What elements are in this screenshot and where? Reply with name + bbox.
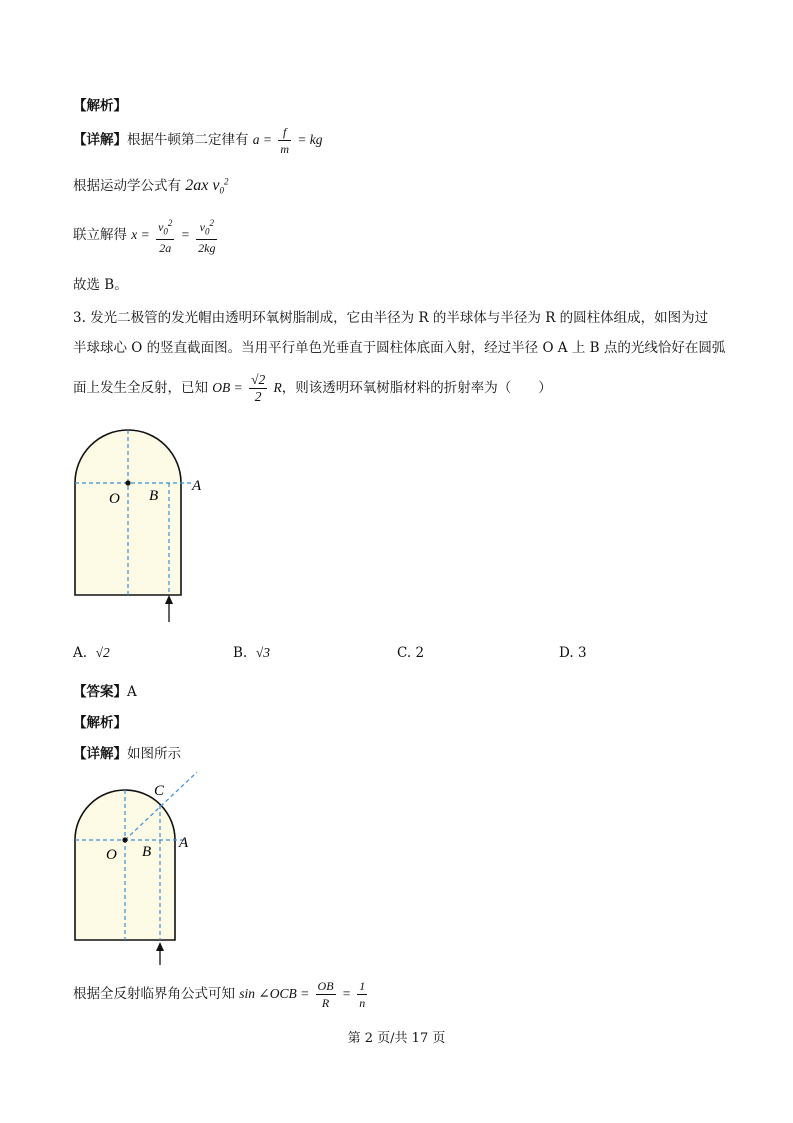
option-c: [397, 645, 424, 661]
critical-text: 根据全反射临界角公式可知: [73, 986, 235, 1002]
question3-num: √2: [251, 372, 266, 387]
solve-sup2: 2: [209, 218, 214, 228]
figure1-arrow-head: [165, 595, 173, 604]
kinematics-sup: 2: [224, 176, 229, 187]
solve-sup1: 2: [167, 218, 173, 228]
newton-line: [73, 124, 323, 157]
critical-line: [73, 978, 369, 1011]
solve-line: [73, 215, 219, 256]
critical-num2: 1: [359, 979, 366, 993]
detail-label: 【详解】: [73, 132, 127, 148]
kinematics-eq: 2ax v: [185, 177, 220, 194]
newton-den: m: [280, 142, 290, 156]
option-a-letter: A.: [73, 645, 88, 661]
question3-line3-a: 面上发生全反射，已知: [73, 380, 208, 396]
newton-text: 根据牛顿第二定律有: [127, 132, 249, 148]
critical-fraction-1: [316, 978, 336, 1011]
analysis-label-2: 【解析】: [73, 715, 127, 731]
critical-num1: OB: [317, 979, 334, 993]
solve-eq-sign: =: [180, 227, 190, 243]
newton-fraction: [278, 124, 291, 157]
figure2-label-o: O: [106, 847, 117, 863]
answer-line: [73, 680, 137, 700]
figure2-diagram: [65, 765, 215, 970]
solve-sub2: 0: [204, 226, 210, 237]
critical-eq-sign: =: [341, 986, 351, 1001]
figure2-arrow-head: [156, 942, 164, 951]
page-footer: 第 2 页/共 17 页: [347, 1031, 446, 1046]
answer-value: A: [127, 684, 137, 700]
question3-ob: OB =: [212, 380, 243, 395]
solve-num2: v: [199, 220, 205, 234]
option-b-letter: B.: [233, 645, 248, 661]
question3-line3: [73, 372, 552, 405]
detail-label-2: 【详解】: [73, 746, 127, 762]
figure2-label-b: B: [142, 844, 152, 860]
question3-line2: 半球球心 O 的竖直截面图。当用平行单色光垂直于圆柱体底面入射，经过半径 O A 上 B 点的光线恰好在圆弧: [73, 340, 726, 356]
as-shown-line: [73, 742, 181, 762]
newton-num: f: [278, 124, 291, 141]
solve-den2: 2kg: [198, 241, 216, 256]
figure2-label-a: A: [179, 835, 189, 851]
as-shown-text: 如图所示: [127, 746, 181, 762]
solve-fraction-2: [196, 215, 217, 256]
solve-lhs: x =: [131, 227, 150, 243]
critical-den2: n: [359, 996, 366, 1010]
figure1-label-o: O: [109, 491, 120, 507]
solve-den1: 2a: [159, 241, 172, 256]
option-b: [233, 645, 270, 661]
option-a: [73, 645, 110, 661]
option-a-value: √2: [95, 645, 110, 660]
figure2-label-c: C: [154, 783, 165, 799]
solve-sub1: 0: [163, 226, 168, 237]
figure2-center-point: [122, 837, 127, 842]
answer-label: 【答案】: [73, 684, 127, 700]
option-d-value: 3: [577, 645, 587, 661]
solve-text: 联立解得: [73, 227, 127, 244]
question3-den: 2: [254, 389, 262, 404]
question3-line3-b: ，则该透明环氧树脂材料的折射率为（ ）: [281, 380, 552, 396]
solve-fraction-1: [156, 215, 174, 256]
option-d-letter: D.: [559, 645, 574, 661]
analysis-label: 【解析】: [73, 98, 127, 114]
question3-r: R: [273, 380, 282, 395]
option-c-value: 2: [415, 645, 425, 661]
kinematics-line: [73, 174, 229, 196]
question3-fraction: [249, 372, 267, 405]
figure1-center-point: [125, 480, 130, 485]
choose-b: 故选 B。: [73, 277, 128, 293]
option-d: [559, 645, 587, 661]
critical-den1: R: [321, 996, 330, 1010]
critical-sin: sin ∠OCB =: [239, 986, 310, 1001]
solve-num1: v: [158, 220, 164, 234]
figure1-label-b: B: [149, 488, 159, 504]
critical-fraction-2: [357, 978, 367, 1011]
kinematics-sub: 0: [219, 185, 224, 196]
figure1-label-a: A: [192, 478, 202, 494]
kinematics-text: 根据运动学公式有: [73, 178, 181, 194]
question3-line1: 3. 发光二极管的发光帽由透明环氧树脂制成，它由半径为 R 的半球体与半径为 R 的圆柱体组成，如图为过: [73, 310, 709, 326]
newton-eq-lhs: a =: [252, 132, 273, 147]
newton-eq-rhs: = kg: [297, 132, 323, 147]
option-c-letter: C.: [397, 645, 412, 661]
option-b-value: √3: [255, 645, 270, 660]
figure1-diagram: [65, 420, 225, 625]
